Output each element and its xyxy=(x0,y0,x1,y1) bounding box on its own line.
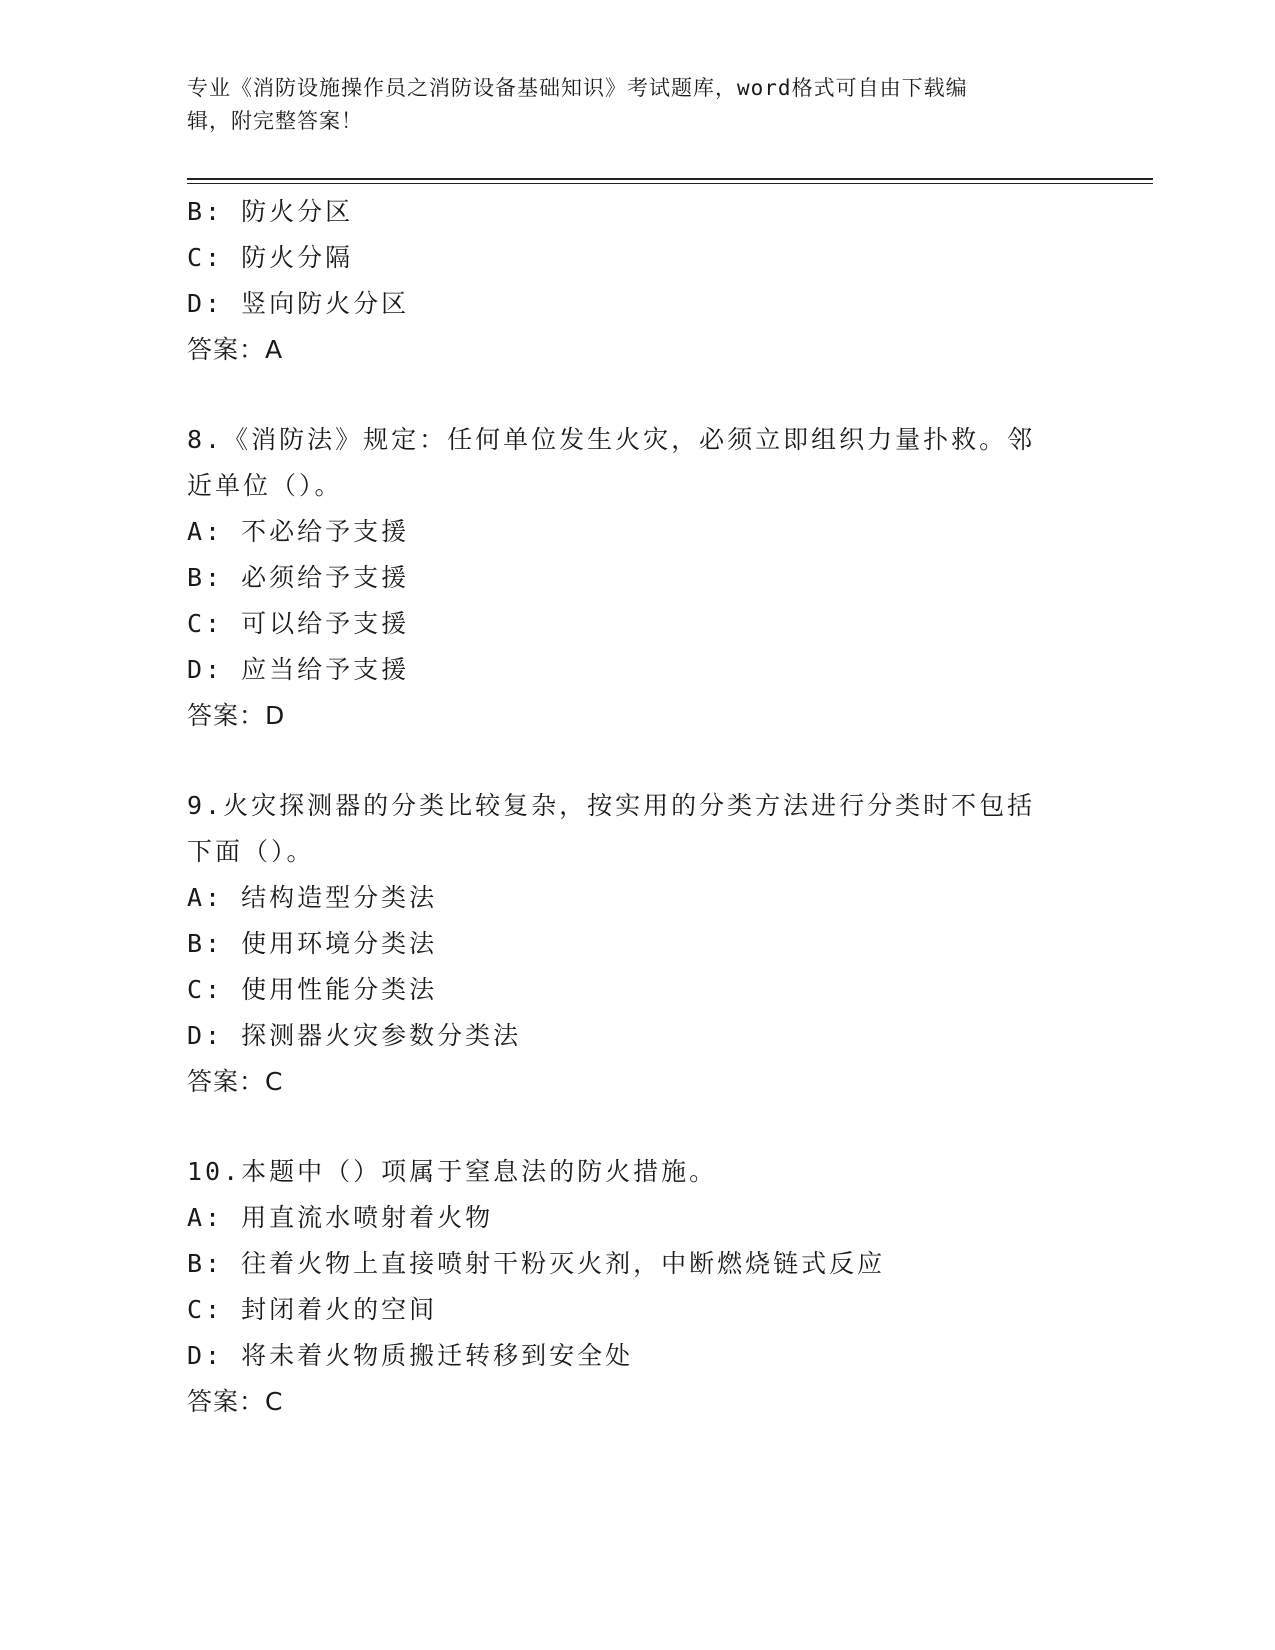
question-text-line-2: 下面（）。 xyxy=(187,837,315,866)
option-d: D: 将未着火物质搬迁转移到安全处 xyxy=(187,1341,634,1370)
spacer xyxy=(187,739,1117,783)
spacer xyxy=(187,1105,1117,1149)
option-a: A: 用直流水喷射着火物 xyxy=(187,1203,494,1232)
option-d: D: 探测器火灾参数分类法 xyxy=(187,1021,522,1050)
header-line-1: 专业《消防设施操作员之消防设备基础知识》考试题库，word格式可自由下载编 xyxy=(187,76,968,100)
option-c: C: 防火分隔 xyxy=(187,243,354,272)
option-a: A: 不必给予支援 xyxy=(187,517,410,546)
question-text-line-2: 近单位（）。 xyxy=(187,471,343,500)
option-b: B: 防火分区 xyxy=(187,197,354,226)
option-c: C: 封闭着火的空间 xyxy=(187,1295,438,1324)
question-text-line-1: 9.火灾探测器的分类比较复杂，按实用的分类方法进行分类时不包括 xyxy=(187,791,1036,820)
option-b: B: 必须给予支援 xyxy=(187,563,410,592)
page-header xyxy=(187,72,1067,138)
answer: 答案：C xyxy=(187,1387,284,1416)
option-d: D: 应当给予支援 xyxy=(187,655,410,684)
option-a: A: 结构造型分类法 xyxy=(187,883,438,912)
header-divider-thick xyxy=(187,178,1153,180)
option-d: D: 竖向防火分区 xyxy=(187,289,410,318)
question-text-line-1: 10.本题中（）项属于窒息法的防火措施。 xyxy=(187,1157,718,1186)
header-line-2: 辑，附完整答案！ xyxy=(187,109,363,133)
option-b: B: 使用环境分类法 xyxy=(187,929,438,958)
question-8 xyxy=(187,417,1117,739)
question-content xyxy=(187,189,1117,1425)
option-c: C: 可以给予支援 xyxy=(187,609,410,638)
answer: 答案：D xyxy=(187,701,286,730)
option-b: B: 往着火物上直接喷射干粉灭火剂，中断燃烧链式反应 xyxy=(187,1249,886,1278)
question-text-line-1: 8.《消防法》规定：任何单位发生火灾，必须立即组织力量扑救。邻 xyxy=(187,425,1036,454)
question-7-partial xyxy=(187,189,1117,373)
question-10 xyxy=(187,1149,1117,1425)
spacer xyxy=(187,373,1117,417)
header-divider-thin xyxy=(187,183,1153,184)
option-c: C: 使用性能分类法 xyxy=(187,975,438,1004)
question-9 xyxy=(187,783,1117,1105)
answer: 答案：A xyxy=(187,335,284,364)
answer: 答案：C xyxy=(187,1067,284,1096)
